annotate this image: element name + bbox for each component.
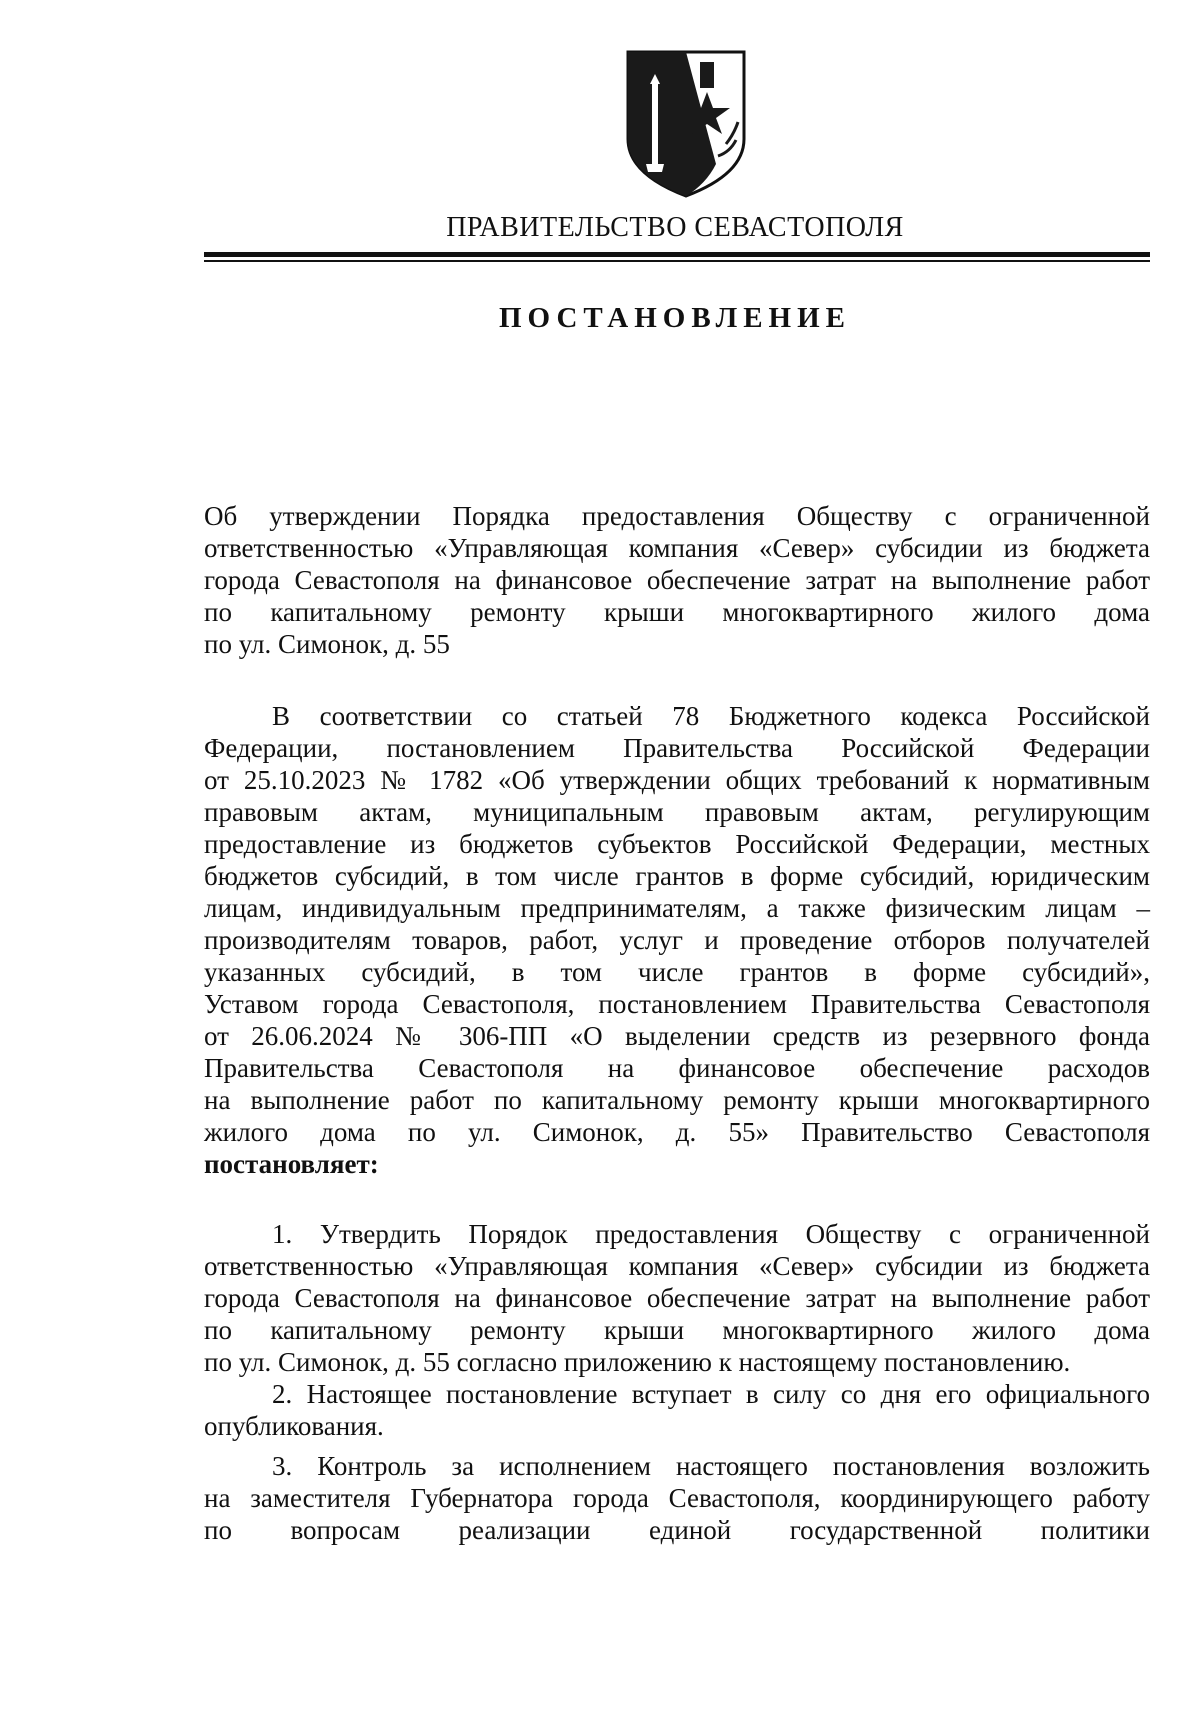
preamble-line: В соответствии со статьей 78 Бюджетного кодекса Российской <box>272 701 1150 731</box>
title-line: ответственностью «Управляющая компания «Север» субсидии из бюджета <box>204 533 1150 563</box>
item-3-line: по вопросам реализации единой государственной политики <box>204 1515 1150 1545</box>
item-2-line: опубликования. <box>204 1411 384 1441</box>
preamble-line: производителям товаров, работ, услуг и проведение отборов получателей <box>204 925 1150 955</box>
title-line: Об утверждении Порядка предоставления Обществу с ограниченной <box>204 501 1150 531</box>
organization-name: ПРАВИТЕЛЬСТВО СЕВАСТОПОЛЯ <box>446 212 904 243</box>
decision-keyword: постановляет: <box>204 1149 379 1179</box>
resolution-title <box>204 500 1150 660</box>
item-2-line: 2. Настоящее постановление вступает в силу со дня его официального <box>272 1379 1150 1409</box>
item-1-line: ответственностью «Управляющая компания «Север» субсидии из бюджета <box>204 1251 1150 1281</box>
preamble-line: жилого дома по ул. Симонок, д. 55» Правительство Севастополя <box>204 1117 1150 1147</box>
preamble-line: от 26.06.2024 № 306-ПП «О выделении средств из резервного фонда <box>204 1021 1150 1051</box>
sevastopol-coat-of-arms-icon <box>616 44 756 204</box>
title-line: по капитальному ремонту крыши многоквартирного жилого дома <box>204 597 1150 627</box>
document-type: ПОСТАНОВЛЕНИЕ <box>498 302 851 334</box>
item-1-line: по капитальному ремонту крыши многоквартирного жилого дома <box>204 1315 1150 1345</box>
preamble-line: указанных субсидий, в том числе грантов в форме субсидий», <box>204 957 1150 987</box>
item-1-line: города Севастополя на финансовое обеспечение затрат на выполнение работ <box>204 1283 1150 1313</box>
preamble-line: Уставом города Севастополя, постановлением Правительства Севастополя <box>204 989 1150 1019</box>
preamble-paragraph <box>204 700 1150 1180</box>
preamble-line: Правительства Севастополя на финансовое обеспечение расходов <box>204 1053 1150 1083</box>
item-1-line: по ул. Симонок, д. 55 согласно приложению к настоящему постановлению. <box>204 1347 1071 1377</box>
item-3 <box>204 1450 1150 1546</box>
item-2 <box>204 1378 1150 1442</box>
item-1 <box>204 1218 1150 1378</box>
title-line: города Севастополя на финансовое обеспечение затрат на выполнение работ <box>204 565 1150 595</box>
preamble-line: лицам, индивидуальным предпринимателям, а также физическим лицам – <box>204 893 1150 923</box>
item-3-line: на заместителя Губернатора города Севастополя, координирующего работу <box>204 1483 1150 1513</box>
preamble-line: от 25.10.2023 № 1782 «Об утверждении общих требований к нормативным <box>204 765 1150 795</box>
document-body <box>204 500 1150 1546</box>
preamble-line: предоставление из бюджетов субъектов Российской Федерации, местных <box>204 829 1150 859</box>
header-divider <box>204 252 1150 262</box>
preamble-line: на выполнение работ по капитальному ремонту крыши многоквартирного <box>204 1085 1150 1115</box>
item-3-line: 3. Контроль за исполнением настоящего постановления возложить <box>272 1451 1150 1481</box>
item-1-line: 1. Утвердить Порядок предоставления Обществу с ограниченной <box>272 1219 1150 1249</box>
preamble-line: Федерации, постановлением Правительства Российской Федерации <box>204 733 1150 763</box>
preamble-line: бюджетов субсидий, в том числе грантов в форме субсидий, юридическим <box>204 861 1150 891</box>
title-line: по ул. Симонок, д. 55 <box>204 629 450 659</box>
preamble-line: правовым актам, муниципальным правовым актам, регулирующим <box>204 797 1150 827</box>
